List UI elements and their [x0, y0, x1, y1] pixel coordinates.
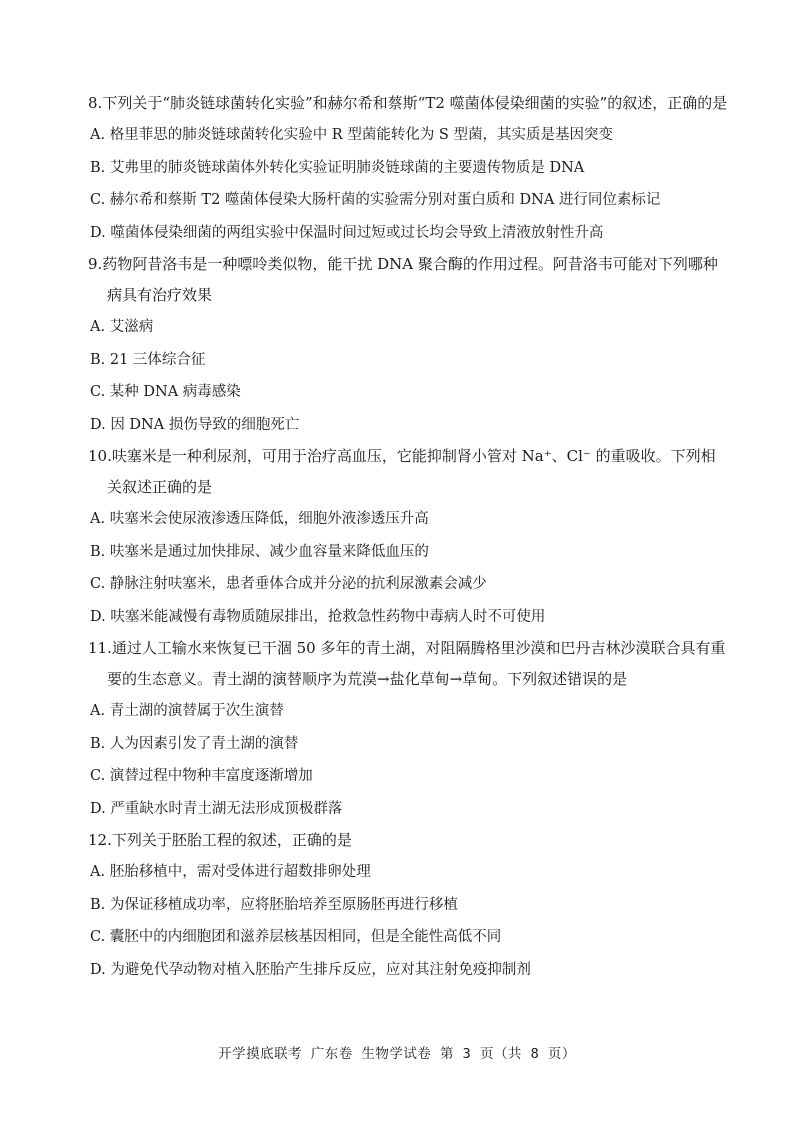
question-text: 通过人工输水来恢复已干涸 50 多年的青土湖，对阻隔腾格里沙漠和巴丹吉林沙漠联合具有重要的生态意义。青土湖的演替顺序为荒漠→盐化草甸→草甸。下列叙述错误的是	[107, 639, 726, 688]
option-list	[88, 311, 728, 441]
question-text: 下列关于胚胎工程的叙述，正确的是	[111, 831, 352, 849]
question-text: 呋塞米是一种利尿剂，可用于治疗高血压，它能抑制肾小管对 Na⁺、Cl⁻ 的重吸收。下列相关叙述正确的是	[107, 447, 716, 496]
question-text: 药物阿昔洛韦是一种嘌呤类似物，能干扰 DNA 聚合酶的作用过程。阿昔洛韦可能对下列哪种病具有治疗效果	[102, 255, 718, 304]
option-d: D. 严重缺水时青土湖无法形成顶极群落	[90, 800, 343, 817]
question-stem	[88, 88, 728, 119]
question-stem	[88, 825, 728, 856]
option-b: B. 21 三体综合征	[90, 351, 206, 368]
question-text: 下列关于“肺炎链球菌转化实验”和赫尔希和蔡斯“T2 噬菌体侵染细菌的实验”的叙述，正确的是	[102, 94, 728, 112]
question-10	[88, 441, 728, 633]
option-c: C. 赫尔希和蔡斯 T2 噬菌体侵染大肠杆菌的实验需分别对蛋白质和 DNA 进行同位素标记	[90, 192, 661, 208]
question-8	[88, 88, 728, 249]
option-b: B. 呋塞米是通过加快排尿、减少血容量来降低血压的	[90, 543, 429, 560]
option-d: D. 噬菌体侵染细菌的两组实验中保温时间过短或过长均会导致上清液放射性升高	[90, 224, 604, 241]
question-stem	[88, 633, 728, 695]
question-stem	[88, 441, 728, 503]
page-footer: 开学摸底联考 广东卷 生物学试卷 第 3 页（共 8 页）	[218, 1046, 576, 1062]
option-d: D. 呋塞米能减慢有毒物质随尿排出，抢救急性药物中毒病人时不可使用	[90, 608, 546, 625]
question-number: 9.	[88, 255, 103, 273]
option-list	[88, 119, 728, 249]
option-list	[88, 856, 728, 986]
option-b: B. 为保证移植成功率，应将胚胎培养至原肠胚再进行移植	[90, 896, 458, 913]
option-d: D. 为避免代孕动物对植入胚胎产生排斥反应，应对其注射免疫抑制剂	[90, 961, 531, 978]
option-c: C. 囊胚中的内细胞团和滋养层核基因相同，但是全能性高低不同	[90, 929, 502, 945]
question-11	[88, 633, 728, 825]
option-a: A. 格里菲思的肺炎链球菌转化实验中 R 型菌能转化为 S 型菌，其实质是基因突变	[90, 127, 613, 143]
option-a: A. 呋塞米会使尿液渗透压降低，细胞外液渗透压升高	[90, 511, 429, 527]
option-d: D. 因 DNA 损伤导致的细胞死亡	[90, 416, 300, 433]
option-list	[88, 503, 728, 633]
question-9	[88, 249, 728, 441]
option-b: B. 艾弗里的肺炎链球菌体外转化实验证明肺炎链球菌的主要遗传物质是 DNA	[90, 159, 585, 176]
option-a: A. 胚胎移植中，需对受体进行超数排卵处理	[90, 864, 371, 880]
option-list	[88, 695, 728, 825]
question-number: 10.	[88, 447, 112, 465]
option-c: C. 静脉注射呋塞米，患者垂体合成并分泌的抗利尿激素会减少	[90, 576, 487, 592]
question-number: 12.	[88, 831, 112, 849]
option-a: A. 青土湖的演替属于次生演替	[90, 703, 284, 719]
question-list	[88, 88, 728, 986]
question-number: 8.	[88, 94, 103, 112]
option-a: A. 艾滋病	[90, 319, 154, 335]
option-c: C. 演替过程中物种丰富度逐渐增加	[90, 768, 313, 784]
option-b: B. 人为因素引发了青土湖的演替	[90, 735, 299, 752]
option-c: C. 某种 DNA 病毒感染	[90, 384, 241, 400]
question-stem	[88, 249, 728, 311]
question-number: 11.	[88, 639, 112, 657]
question-12	[88, 825, 728, 986]
